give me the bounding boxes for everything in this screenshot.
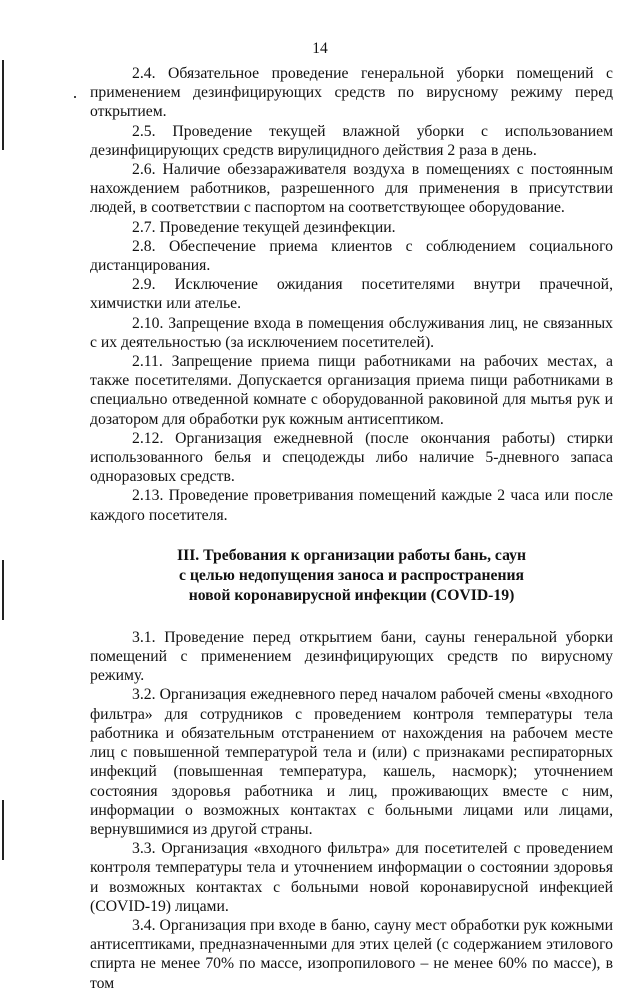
section-3-items — [90, 628, 613, 993]
scan-dot-mark — [74, 96, 76, 98]
paragraph-2-12: 2.12. Организация ежедневной (после окончания работы) стирки использованного белья и спецодежды либо наличие 5-дневного запаса одноразовых средств. — [90, 429, 613, 486]
section-3-heading-line: с целью недопущения заноса и распространения — [178, 566, 525, 584]
paragraph-2-9: 2.9. Исключение ожидания посетителями внутри прачечной, химчистки или ателье. — [90, 276, 613, 313]
scan-edge-mark — [2, 560, 4, 620]
paragraph-2-4: 2.4. Обязательное проведение генеральной уборки помещений с применением дезинфицирующих средств по вирусному режиму перед открытием. — [90, 65, 613, 121]
section-3-heading-line: новой коронавирусной инфекции (COVID-19) — [188, 586, 515, 604]
paragraph-2-10: 2.10. Запрещение входа в помещения обслуживания лиц, не связанных с их деятельностью (за исключением посетителей). — [90, 314, 613, 351]
section-3-heading-line: III. Требования к организации работы бань, саун — [176, 546, 527, 564]
document-body — [90, 64, 613, 993]
paragraph-2-8: 2.8. Обеспечение приема клиентов с соблюдением социального дистанцирования. — [90, 237, 613, 275]
paragraph-2-5: 2.5. Проведение текущей влажной уборки с использованием дезинфицирующих средств вирулицидного действия 2 раза в день. — [90, 122, 613, 159]
section-2-items — [90, 64, 613, 525]
paragraph-2-6: 2.6. Наличие обеззараживателя воздуха в помещениях с постоянным нахождением работников, разрешенного для применения в присутствии людей, в соответствии с паспортом на соответствующее оборудование. — [90, 161, 613, 217]
scan-edge-mark — [2, 800, 4, 860]
paragraph-3-3: 3.3. Организация «входного фильтра» для посетителей с проведением контроля температуры тела и уточнением информации о состоянии здоровья и возможных контактах с больными новой коронавирусной инфекцией (COVID-19) лицами. — [90, 840, 613, 915]
paragraph-2-11: 2.11. Запрещение приема пищи работниками на рабочих местах, а также посетителями. Допускается организация приема пищи работниками в специально отведенной комнате с оборудованной раковиной для мытья рук и дозатором для обработки рук кожным антисептиком. — [90, 353, 613, 428]
paragraph-3-4: 3.4. Организация при входе в баню, сауну мест обработки рук кожными антисептиками, предназначенными для этих целей (с содержанием этилового спирта не менее 70% по массе, изопропилового – не менее 60% по массе), в том — [90, 916, 613, 992]
paragraph-2-7: 2.7. Проведение текущей дезинфекции. — [132, 218, 396, 236]
page-number: 14 — [312, 40, 328, 57]
paragraph-2-13: 2.13. Проведение проветривания помещений каждые 2 часа или после каждого посетителя. — [90, 487, 613, 524]
paragraph-3-1: 3.1. Проведение перед открытием бани, сауны генеральной уборки помещений с применением дезинфицирующих средств по вирусному режиму. — [90, 628, 613, 685]
paragraph-3-2: 3.2. Организация ежедневного перед началом рабочей смены «входного фильтра» для сотрудников с проведением контроля температуры тела работника и обязательным отстранением от нахождения на рабочем месте лиц с повышенной температурой тела и (или) с признаками респираторных инфекций (повышенная температура, кашель, насморк); уточнением состояния здоровья работника и лиц, проживающих вместе с ним, информации о возможных контактах с больными лицами или лицами, вернувшимися из другой страны. — [90, 686, 613, 838]
section-3-heading — [90, 546, 613, 606]
scan-edge-mark — [2, 60, 4, 150]
